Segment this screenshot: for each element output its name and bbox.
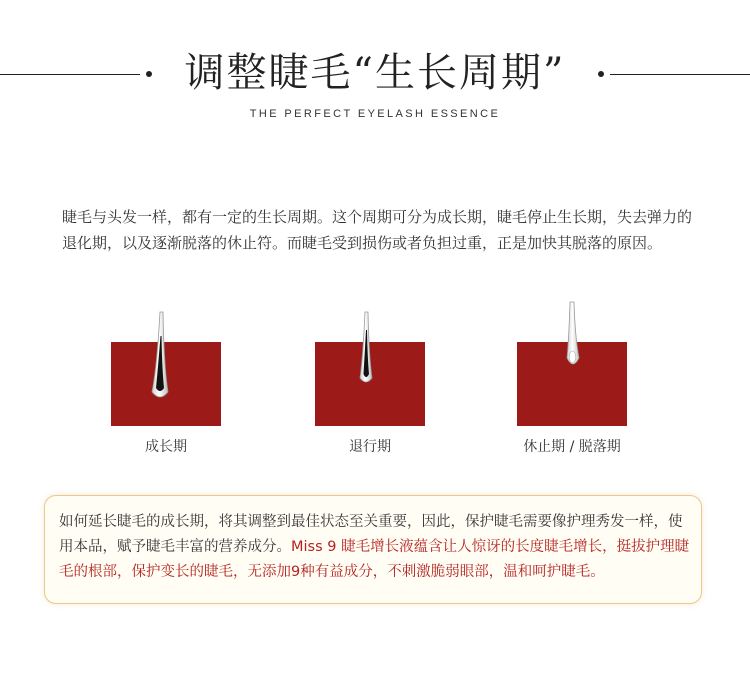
title-dot-left <box>146 71 152 77</box>
note-paragraph <box>59 510 691 585</box>
page-subtitle: THE PERFECT EYELASH ESSENCE <box>249 108 501 120</box>
note-highlight-text: Miss 9 睫毛增长液蕴含让人惊讶的长度睫毛增长，挺拔护理睫毛的根部，保护变长的睫毛，无添加9种有益成分，不刺激脆弱眼部，温和呵护睫毛。 <box>59 539 690 580</box>
eyelash-regression-icon <box>315 296 425 426</box>
title-rule-left <box>0 74 140 75</box>
note-text: 如何延长睫毛的成长期，将其调整到最佳状态至关重要，因此，保护睫毛需要像护理秀发一样，使用本品，赋予睫毛丰富的营养成分。 <box>59 514 683 555</box>
stage-label: 成长期 <box>145 439 187 455</box>
intro-paragraph: 睫毛与头发一样，都有一定的生长周期。这个周期可分为成长期，睫毛停止生长期，失去弹力的退化期，以及逐渐脱落的休止符。而睫毛受到损伤或者负担过重，正是加快其脱落的原因。 <box>62 208 693 252</box>
stage-growth <box>111 296 221 466</box>
stage-resting <box>517 296 627 466</box>
eyelash-growth-icon <box>111 296 221 426</box>
info-note-box <box>44 495 702 604</box>
title-dot-right <box>598 71 604 77</box>
page-title: 调整睫毛“生长周期” <box>184 50 566 96</box>
stage-label: 休止期 / 脱落期 <box>523 439 621 455</box>
eyelash-resting-icon <box>517 296 627 426</box>
stage-regression <box>315 296 425 466</box>
title-row <box>0 48 750 98</box>
title-rule-right <box>610 74 750 75</box>
stage-label: 退行期 <box>349 439 391 455</box>
